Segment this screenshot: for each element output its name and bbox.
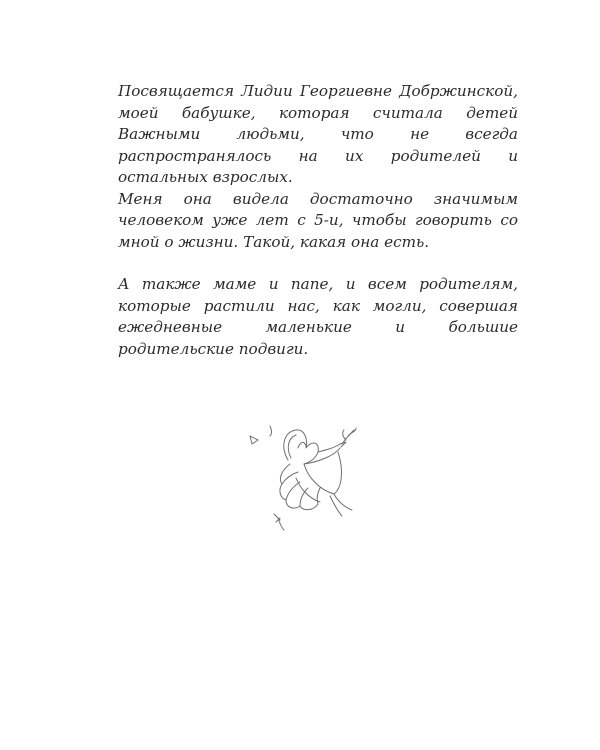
dedication-paragraph-1: Посвящается Лидии Георгиевне Добржинской, моей бабушке, которая считала детей Важными людьми, что не всегда распространялось на их родителей и остальных взрослых. [118, 82, 518, 186]
dove-icon [238, 418, 368, 538]
dedication-paragraph-3: А также маме и папе, и всем родителям, которые растили нас, как могли, совершая ежедневные маленькие и большие родительские подвиги. [118, 275, 518, 358]
paragraph-spacer [118, 253, 518, 274]
dedication-paragraph-2: Меня она видела достаточно значимым человеком уже лет с 5-и, чтобы говорить со мной о жизни. Такой, какая она есть. [118, 189, 518, 251]
dedication-text [118, 81, 518, 360]
